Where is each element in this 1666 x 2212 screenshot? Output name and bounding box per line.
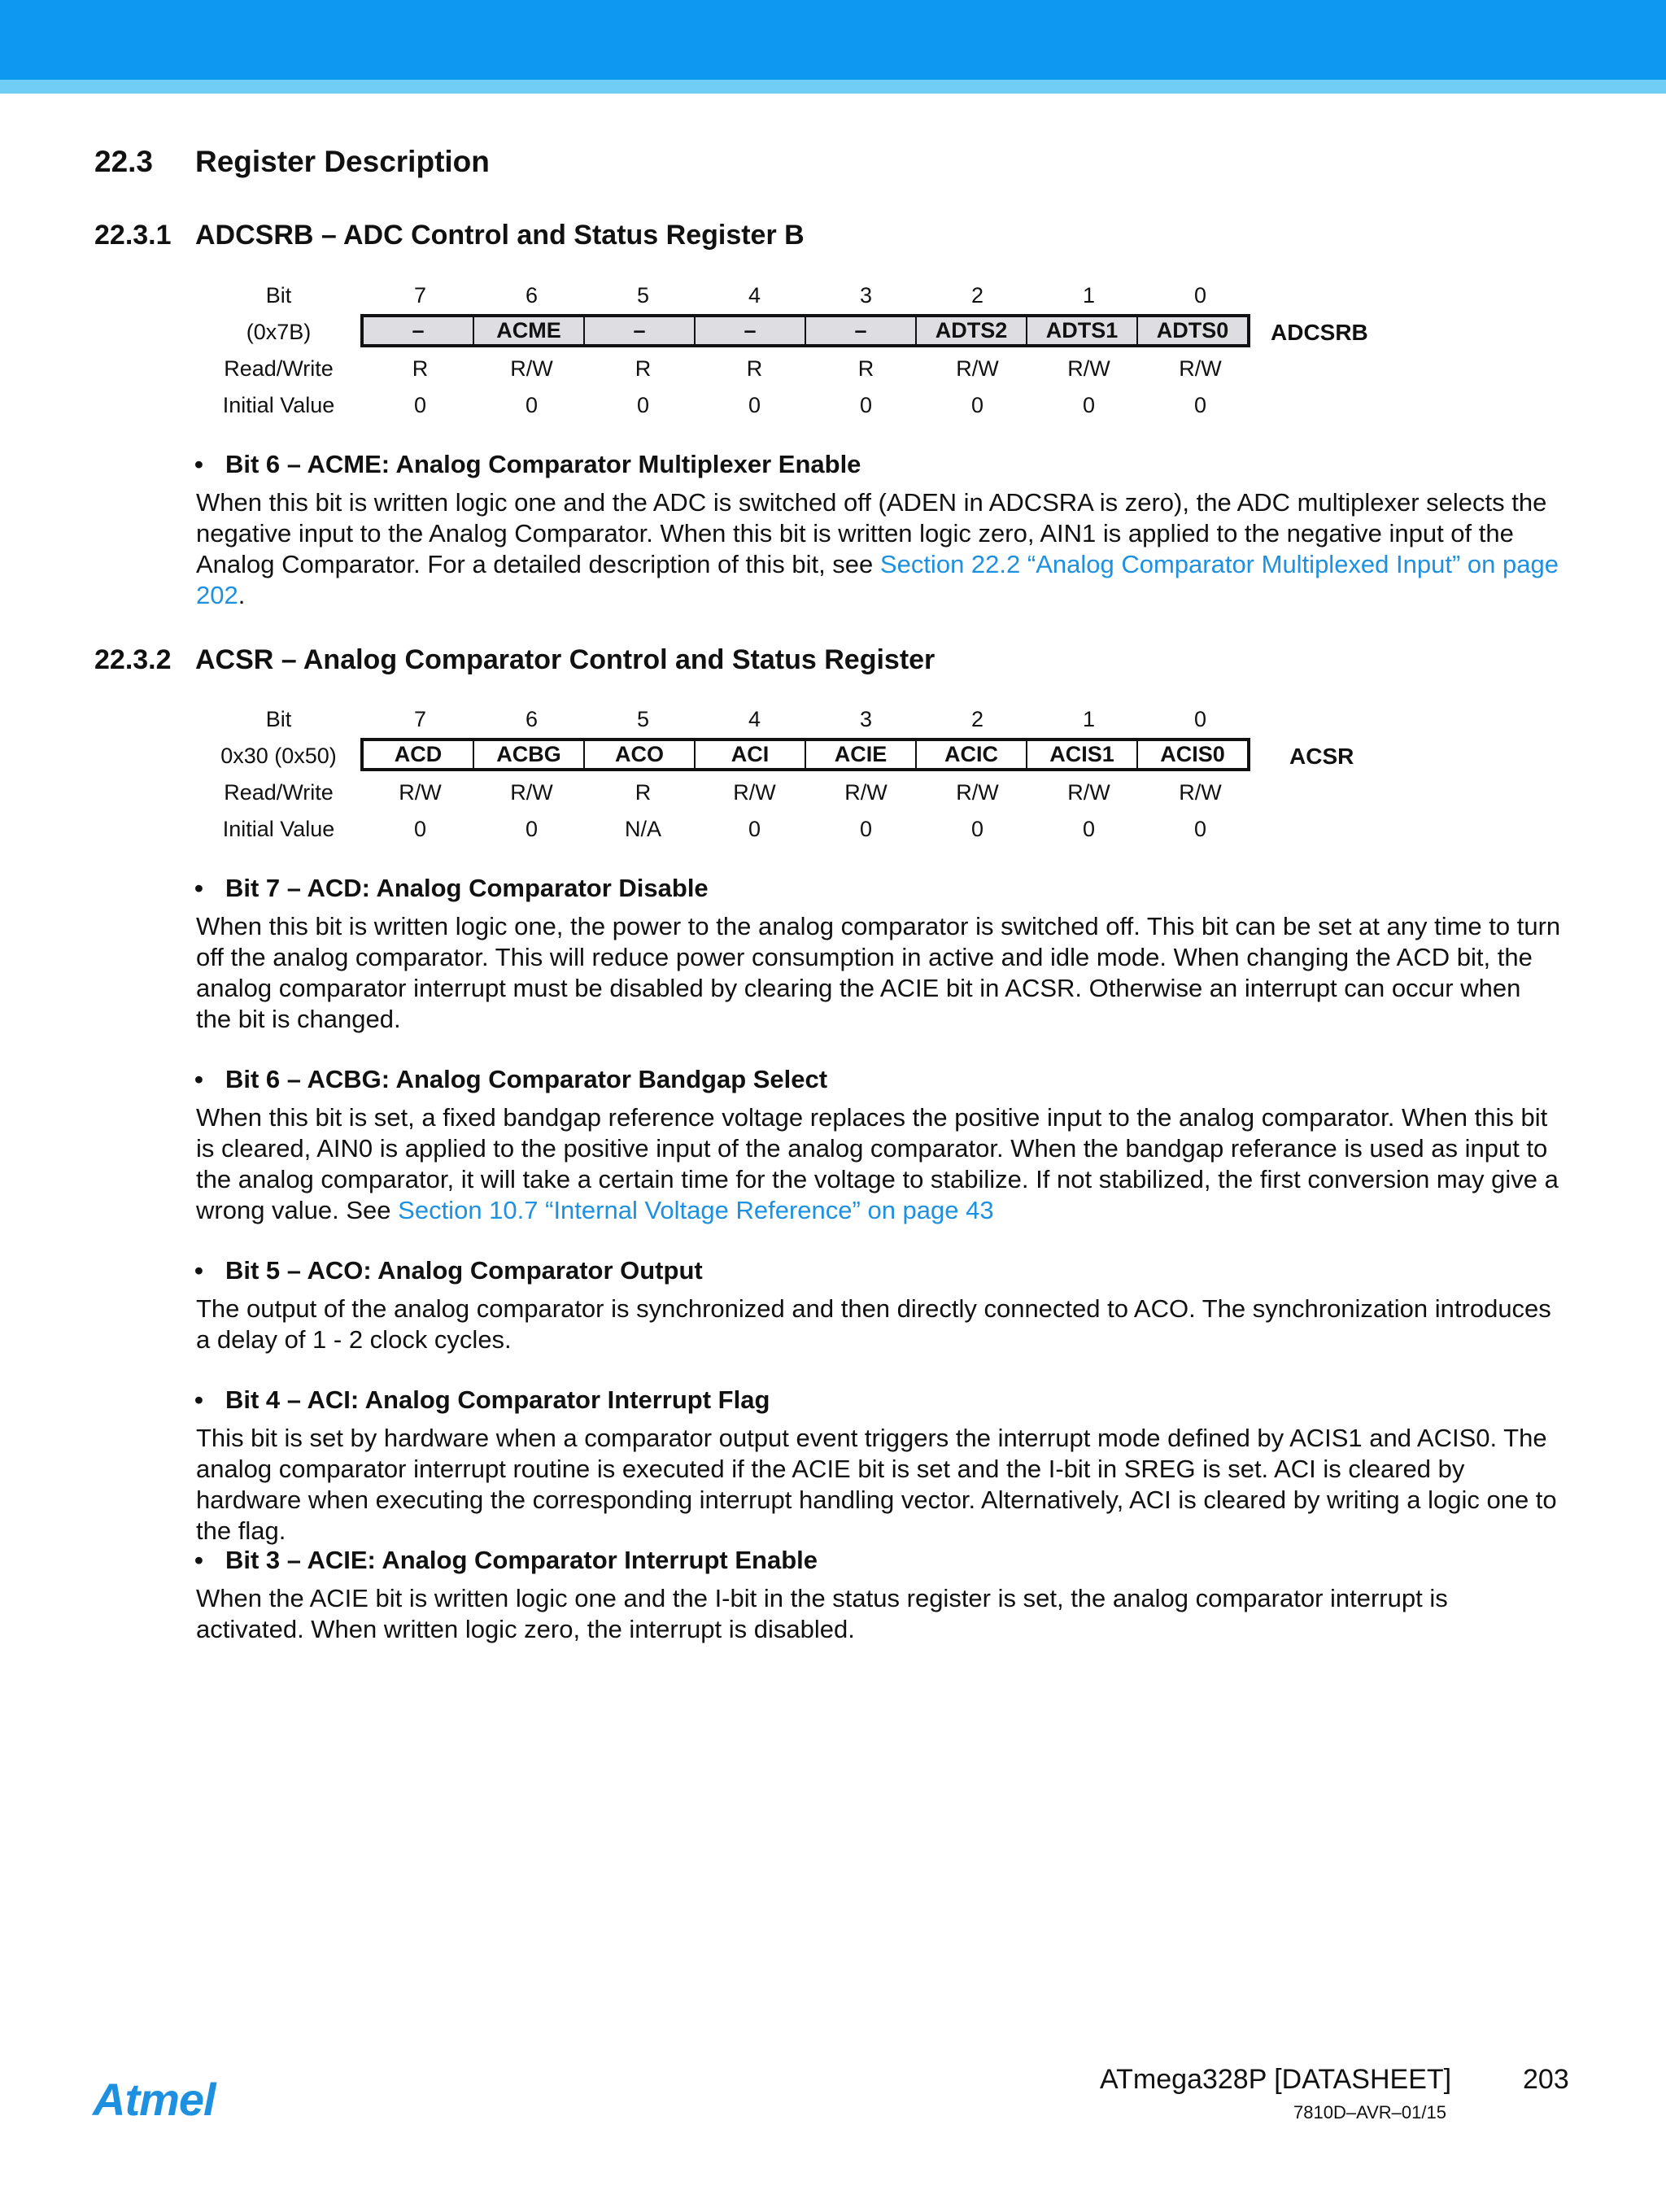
bit-name-cell: ACME [474,317,585,344]
access-value: R/W [956,780,999,805]
bit-name-cell: – [696,317,806,344]
acsr-heading [94,644,935,676]
access-value: R/W [510,780,553,805]
bit-label: Bit [265,707,292,731]
bullet-icon: • [194,1256,203,1285]
initial-value: 0 [748,393,761,417]
initial-value: 0 [525,817,539,841]
bit-name-cell: ACBG [474,741,585,768]
initial-value: 0 [970,817,984,841]
page-number: 203 [1523,2064,1569,2095]
bullet-title: Bit 6 – ACME: Analog Comparator Multiplexer Enable [225,450,861,478]
paragraph-text: When this bit is set, a fixed bandgap reference voltage replaces the positive input to the analog comparator. When this bit is cleared, AIN0 is applied to the positive input of the analog comparator. When the bandgap referance is used as input to the analog comparator, it will take a certain time for the voltage to stabilize. If not stabilized, the first conversion may give a wrong value. See [196,1103,1559,1224]
bit-label: Bit [265,283,292,308]
register-name: ADCSRB [1271,320,1368,345]
initial-value: 0 [1193,817,1207,841]
bit-number: 5 [636,283,650,308]
acsr-title: ACSR – Analog Comparator Control and Status Register [195,644,935,675]
bit-name-cell: ADTS1 [1027,317,1138,344]
bit-number: 3 [859,707,873,731]
register-bit-cells [360,314,1250,347]
bit-number: 6 [525,707,539,731]
bit-number: 0 [1193,707,1207,731]
atmel-logo: Atmel [93,2074,216,2125]
access-value: R/W [510,356,553,381]
section-title: Register Description [195,145,490,178]
bullet-title: Bit 4 – ACI: Analog Comparator Interrupt Flag [225,1385,770,1414]
paragraph-aci: This bit is set by hardware when a comparator output event triggers the interrupt mode defined by ACIS1 and ACIS0. The analog comparator interrupt routine is executed if the ACIE bit is set and the I-bit in SREG is set. ACI is cleared by hardware when executing the corresponding interrupt handling vector. Alternatively, ACI is cleared by writing a logic one to the flag. [196,1424,1557,1545]
paragraph-aco: The output of the analog comparator is synchronized and then directly connected to ACO. The synchronization introduces a delay of 1 - 2 clock cycles. [196,1294,1551,1354]
bullet-title: Bit 3 – ACIE: Analog Comparator Interrupt Enable [225,1546,818,1574]
bit-number: 2 [970,283,984,308]
read-write-label: Read/Write [224,780,334,805]
bullet-icon: • [194,450,203,478]
bullet-title: Bit 6 – ACBG: Analog Comparator Bandgap Select [225,1065,828,1093]
adcsrb-title: ADCSRB – ADC Control and Status Register B [195,220,805,251]
initial-value: 0 [413,393,427,417]
initial-value-label: Initial Value [222,817,335,841]
bullet-icon: • [194,1546,203,1574]
bullet-title: Bit 5 – ACO: Analog Comparator Output [225,1256,703,1285]
access-value: R/W [1067,780,1110,805]
bullet-title: Bit 7 – ACD: Analog Comparator Disable [225,874,709,902]
read-write-label: Read/Write [224,356,334,381]
bit-number: 0 [1193,283,1207,308]
bullet-heading-acie [194,1546,818,1575]
bit-name-cell: ACI [696,741,806,768]
bit-number: 7 [413,283,427,308]
access-value: R/W [399,780,442,805]
paragraph-tail: . [238,581,246,609]
section-heading [94,145,490,179]
address-label: (0x7B) [246,320,312,344]
footer-doc-code: 7810D–AVR–01/15 [1293,2102,1446,2123]
initial-value-label: Initial Value [222,393,335,417]
bullet-heading-acme [194,450,861,479]
bit-name-cell: ACO [585,741,696,768]
bit-name-cell: ACIS0 [1138,741,1247,768]
access-value: R/W [1067,356,1110,381]
bullet-icon: • [194,1385,203,1414]
bit-number: 5 [636,707,650,731]
bullet-heading-aco [194,1256,703,1285]
bit-number: 6 [525,283,539,308]
access-value: R/W [1179,356,1222,381]
access-value: R/W [956,356,999,381]
bit-name-cell: ACIE [806,741,917,768]
initial-value: 0 [413,817,427,841]
initial-value: 0 [636,393,650,417]
adcsrb-heading [94,220,805,251]
paragraph-acbg [196,1102,1563,1226]
initial-value: 0 [970,393,984,417]
paragraph-acd: When this bit is written logic one, the power to the analog comparator is switched off. This bit can be set at any time to turn off the analog comparator. This will reduce power consumption in active and idle mode. When changing the ACD bit, the analog comparator interrupt must be disabled by clearing the ACIE bit in ACSR. Otherwise an interrupt can occur when the bit is changed. [196,912,1561,1033]
section-number: 22.3 [94,145,154,178]
header-band [0,0,1666,80]
access-value: R/W [844,780,888,805]
initial-value: 0 [859,817,873,841]
bit-name-cell: ACIS1 [1027,741,1138,768]
initial-value: 0 [1082,817,1096,841]
bit-name-cell: – [806,317,917,344]
access-value: R [635,356,652,381]
bit-number: 3 [859,283,873,308]
bullet-heading-aci [194,1385,770,1415]
initial-value: 0 [1082,393,1096,417]
footer-doc-title: ATmega328P [DATASHEET] [1100,2064,1452,2095]
paragraph-acie: When the ACIE bit is written logic one and the I-bit in the status register is set, the analog comparator interrupt is activated. When written logic zero, the interrupt is disabled. [196,1584,1448,1643]
bit-number: 1 [1082,283,1096,308]
register-name: ACSR [1289,744,1354,769]
address-label: 0x30 (0x50) [220,744,337,768]
bit-name-cell: ADTS0 [1138,317,1247,344]
bit-name-cell: – [585,317,696,344]
access-value: R/W [1179,780,1222,805]
bullet-icon: • [194,1065,203,1093]
bit-number: 2 [970,707,984,731]
access-value: R [857,356,874,381]
bit-number: 4 [748,707,761,731]
initial-value: 0 [525,393,539,417]
bullet-heading-acd [194,874,709,903]
adcsrb-number: 22.3.1 [94,220,172,251]
access-value: R [746,356,763,381]
section-link[interactable]: Section 22.2 “Analog Comparator Multiplexed Input” on page 202 [196,550,1559,609]
bullet-heading-acbg [194,1065,827,1094]
bit-number: 4 [748,283,761,308]
header-stripe [0,80,1666,94]
bit-name-cell: ACIC [917,741,1027,768]
bit-number: 7 [413,707,427,731]
bullet-icon: • [194,874,203,902]
section-link[interactable]: Section 10.7 “Internal Voltage Reference” on page 43 [398,1196,994,1224]
paragraph-acme [196,487,1563,611]
initial-value: 0 [859,393,873,417]
register-bit-cells [360,738,1250,771]
initial-value: 0 [748,817,761,841]
access-value: R [635,780,652,805]
bit-name-cell: – [364,317,474,344]
paragraph-text: When this bit is written logic one and the ADC is switched off (ADEN in ADCSRA is zero), the ADC multiplexer selects the negative input to the Analog Comparator. When this bit is written logic zero, AIN1 is applied to the negative input of the Analog Comparator. For a detailed description of this bit, see [196,488,1547,578]
initial-value: 0 [1193,393,1207,417]
bit-number: 1 [1082,707,1096,731]
access-value: R [412,356,429,381]
initial-value: N/A [624,817,661,841]
acsr-number: 22.3.2 [94,644,172,675]
bit-name-cell: ADTS2 [917,317,1027,344]
bit-name-cell: ACD [364,741,474,768]
access-value: R/W [733,780,776,805]
